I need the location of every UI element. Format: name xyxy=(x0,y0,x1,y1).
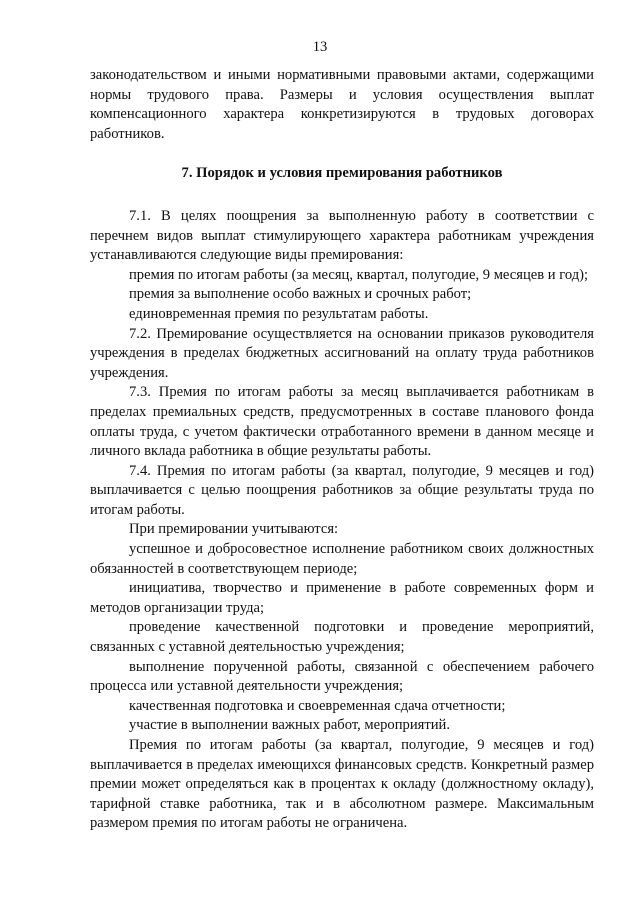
paragraph-continuation: законодательством и иными нормативными правовыми актами, содержащими нормы трудового права. Размеры и условия осуществления выплат компенсационного характера конкретизируются в трудовых договорах работников. xyxy=(90,67,594,142)
paragraph: выполнение порученной работы, связанной с обеспечением рабочего процесса или уставной деятельности учреждения; xyxy=(90,658,594,695)
paragraph: При премировании учитываются: xyxy=(129,521,339,538)
paragraph: проведение качественной подготовки и проведение мероприятий, связанных с уставной деятельностью учреждения; xyxy=(90,619,594,656)
paragraph: качественная подготовка и своевременная сдача отчетности; xyxy=(129,697,506,714)
paragraph: 7.3. Премия по итогам работы за месяц выплачивается работникам в пределах премиальных средств, предусмотренных в составе планового фонда оплаты труда, с учетом фактически отработанного времени в данном месяце и личного вклада работника в общие результаты работы. xyxy=(90,384,594,460)
paragraph: премия по итогам работы (за месяц, квартал, полугодие, 9 месяцев и год); xyxy=(129,266,589,283)
paragraph: 7.2. Премирование осуществляется на основании приказов руководителя учреждения в пределах бюджетных ассигнований на оплату труда работников учреждения. xyxy=(90,325,594,381)
paragraph: инициатива, творчество и применение в работе современных форм и методов организации труда; xyxy=(90,580,594,616)
paragraph: 7.1. В целях поощрения за выполненную работу в соответствии с перечнем видов выплат стимулирующего характера работникам учреждения устанавливаются следующие виды премирования: xyxy=(90,207,594,264)
section-paragraphs xyxy=(90,207,594,834)
paragraph: 7.4. Премия по итогам работы (за квартал, полугодие, 9 месяцев и год) выплачивается с целью поощрения работников за общие результаты труда по итогам работы. xyxy=(90,462,594,518)
paragraph: успешное и добросовестное исполнение работником своих должностных обязанностей в соответствующем периоде; xyxy=(90,541,594,577)
paragraph: единовременная премия по результатам работы. xyxy=(129,305,429,322)
page-number: 13 xyxy=(312,39,328,55)
paragraph: участие в выполнении важных работ, мероприятий. xyxy=(129,717,450,734)
document-body xyxy=(90,66,594,834)
section-heading: 7. Порядок и условия премирования работников xyxy=(181,165,503,182)
paragraph: Премия по итогам работы (за квартал, полугодие, 9 месяцев и год) выплачивается в пределах имеющихся финансовых средств. Конкретный размер премии может определяться как в процентах к окладу (должностному окладу), тарифной ставке работника, так и в абсолютном размере. Максимальным размером премия по итогам работы не ограничена. xyxy=(90,737,594,832)
paragraph: премия за выполнение особо важных и срочных работ; xyxy=(129,286,472,303)
